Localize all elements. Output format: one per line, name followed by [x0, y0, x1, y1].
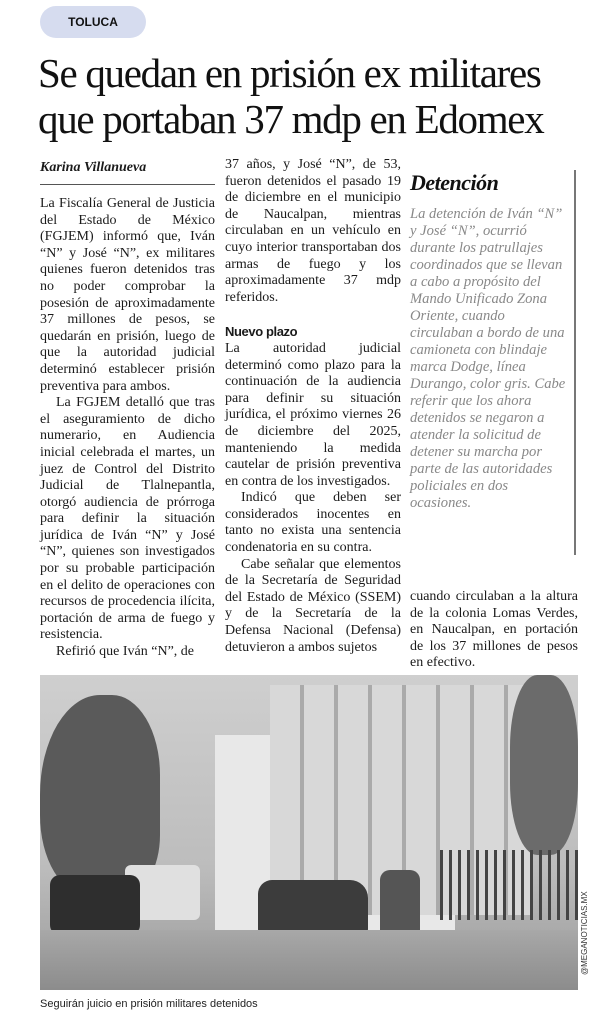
- photo-credit: @MEGANOTICIAS.MX: [580, 891, 589, 975]
- paragraph: La Fiscalía General de Justicia del Estado de México (FGJEM) informó que, Iván “N” y José “N”, ex militares quienes fueron detenidos tras no poder comprobar la posesión de aproximadamente 37 millones de pesos, se quedarán en prisión, luego de que la autoridad judicial determinó establecer prisión preventiva para ambos.: [40, 196, 215, 394]
- byline: Karina Villanueva: [40, 160, 215, 185]
- article-column-1: [40, 196, 215, 661]
- paragraph: Cabe señalar que elementos de la Secretaría de Seguridad del Estado de México (SSEM) y de la Secretaría de la Defensa Nacional (Defensa) detuvieron a ambos sujetos: [225, 556, 401, 655]
- article-column-2: [225, 157, 401, 656]
- street: [40, 930, 578, 990]
- car: [258, 880, 368, 935]
- paragraph: 37 años, y José “N”, de 53, fueron detenidos el pasado 19 de diciembre en el municipio de Naucalpan, mientras circulaban en un vehículo en cuyo interior transportaban dos armas de fuego y los aproximadamente 37 mdp referidos.: [225, 157, 401, 305]
- paragraph: Refirió que Iván “N”, de: [56, 644, 194, 660]
- paragraph: La autoridad judicial determinó como plazo para la continuación de la audiencia para definir su situación jurídica, el próximo viernes 26 de diciembre del 2025, manteniendo la medida cautelar de prisión preventiva en contra de los investigados.: [225, 340, 401, 489]
- photo-caption: Seguirán juicio en prisión militares detenidos: [40, 998, 258, 1010]
- article-column-3: [410, 589, 578, 672]
- paragraph: Indicó que deben ser considerados inocentes en tanto no exista una sentencia condenatoria en su contra.: [225, 490, 401, 556]
- section-tag: TOLUCA: [40, 6, 146, 38]
- motorcycles: [50, 875, 140, 935]
- fence: [440, 850, 578, 920]
- paragraph: La FGJEM detalló que tras el aseguramiento de dicho numerario, en Audiencia inicial celebrada el martes, un juez de Control del Distrito Judicial de Tlalnepantla, otorgó audiencia de prórroga para definir la situación jurídica de Iván “N” y José “N”, quienes son investigados por su probable participación en el delito de operaciones con recursos de procedencia ilícita, portación de arma de fuego y resistencia.: [40, 395, 215, 643]
- headline: Se quedan en prisión ex militares que portaban 37 mdp en Edomex: [38, 50, 544, 142]
- sidebar-title: Detención: [410, 170, 499, 195]
- paragraph: cuando circulaban a la altura de la colonia Lomas Verdes, en Naucalpan, en portación de los 37 millones de pesos en efectivo.: [410, 589, 578, 671]
- tree: [510, 675, 578, 855]
- article-photo: [40, 675, 578, 990]
- sidebar-box: [410, 170, 576, 555]
- subheading: Nuevo plazo: [225, 324, 298, 340]
- sidebar-text: La detención de Iván “N” y José “N”, ocurrió durante los patrullajes coordinados que se llevan a cabo a propósito del Mando Unificado Zona Oriente, cuando circulaban a bordo de una camioneta con blindaje marca Dodge, línea Durango, color gris. Cabe referir que los ahora detenidos se negaron a atender la solicitud de detener su marcha por parte de las autoridades policiales en dos ocasiones.: [410, 206, 566, 511]
